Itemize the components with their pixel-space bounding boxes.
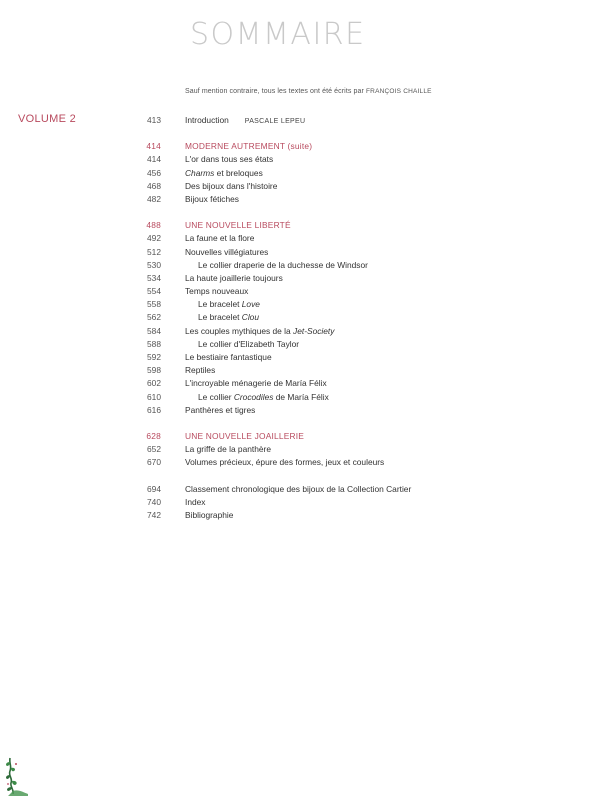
toc-subentry <box>0 338 600 351</box>
toc-entry <box>0 351 600 364</box>
entry-title: Reptiles <box>185 365 216 376</box>
section-title: MODERNE AUTREMENT (suite) <box>185 141 313 152</box>
page-number: 488 <box>146 220 161 231</box>
entry-title: La haute joaillerie toujours <box>185 272 283 283</box>
entry-title-pre: Le bracelet <box>198 312 242 323</box>
spacer <box>0 470 600 483</box>
page-title: SOMMAIRE <box>190 17 366 52</box>
page-number: 482 <box>147 193 161 204</box>
entry-title <box>185 114 305 128</box>
entry-author: PASCALE LEPEU <box>244 118 306 125</box>
entry-title-italic: Love <box>241 299 260 310</box>
toc-entry <box>0 496 600 509</box>
toc-entry <box>0 153 600 166</box>
toc-entry <box>0 246 600 259</box>
section-title: UNE NOUVELLE LIBERTÉ <box>185 220 291 231</box>
entry-title <box>185 167 263 180</box>
entry-title-italic: Clou <box>241 312 259 323</box>
page-number: 534 <box>147 272 161 283</box>
page-number: 530 <box>147 259 161 270</box>
page-number: 512 <box>147 246 161 257</box>
credit-author: FRANÇOIS CHAILLE <box>366 88 432 95</box>
section-heading <box>0 430 600 443</box>
entry-title: Le collier draperie de la duchesse de Windsor <box>198 259 368 270</box>
toc-entry <box>0 443 600 456</box>
page-number: 562 <box>147 312 161 323</box>
credit-prefix: Sauf mention contraire, tous les textes ont été écrits par <box>185 88 364 95</box>
page-number: 414 <box>146 141 161 152</box>
page-number: 413 <box>147 115 161 125</box>
page-number: 468 <box>147 180 161 191</box>
entry-title: L'or dans tous ses états <box>185 154 274 165</box>
table-of-contents <box>0 114 600 522</box>
spacer <box>0 417 600 430</box>
spacer <box>0 127 600 140</box>
page-number: 492 <box>147 233 161 244</box>
entry-title: La faune et la flore <box>185 233 255 244</box>
toc-entry <box>0 232 600 245</box>
entry-title <box>185 325 334 338</box>
page-number: 652 <box>147 444 161 455</box>
entry-title: Bibliographie <box>185 509 234 520</box>
toc-entry <box>0 272 600 285</box>
entry-title: La griffe de la panthère <box>185 444 271 455</box>
page-number: 610 <box>147 391 161 402</box>
toc-subentry <box>0 298 600 311</box>
toc-entry <box>0 456 600 469</box>
page-number: 554 <box>147 286 161 297</box>
entry-title: Temps nouveaux <box>185 286 249 297</box>
page-number: 742 <box>147 509 161 520</box>
entry-text: Introduction <box>185 115 229 125</box>
volume-label: VOLUME 2 <box>18 113 77 125</box>
entry-title <box>198 391 329 404</box>
page-number: 414 <box>147 154 161 165</box>
entry-title: Des bijoux dans l'histoire <box>185 180 278 191</box>
toc-entry <box>0 483 600 496</box>
entry-title: Le collier d'Elizabeth Taylor <box>198 338 300 349</box>
credit-line <box>185 88 432 95</box>
toc-subentry <box>0 391 600 404</box>
toc-entry <box>0 193 600 206</box>
toc-entry <box>0 404 600 417</box>
entry-title: Le bestiaire fantastique <box>185 352 272 362</box>
section-title: UNE NOUVELLE JOAILLERIE <box>185 430 305 441</box>
page-number: 584 <box>147 325 161 336</box>
entry-title: Bijoux fétiches <box>185 193 239 204</box>
entry-title: Volumes précieux, épure des formes, jeux et couleurs <box>185 457 385 468</box>
entry-title-italic: Charms <box>185 167 215 178</box>
entry-title: Classement chronologique des bijoux de la Collection Cartier <box>185 483 412 494</box>
entry-title: Nouvelles villégiatures <box>185 246 269 257</box>
section-heading <box>0 219 600 232</box>
page-number: 588 <box>147 338 161 349</box>
page-number: 558 <box>147 299 161 310</box>
page-number: 694 <box>147 483 161 494</box>
spacer <box>0 206 600 219</box>
page-number: 628 <box>146 430 161 441</box>
toc-entry <box>0 509 600 522</box>
page-number: 598 <box>147 365 161 376</box>
entry-title-italic: Crocodiles <box>233 391 274 402</box>
entry-title: Panthères et tigres <box>185 404 256 415</box>
entry-title-pre: Les couples mythiques de la <box>185 325 294 336</box>
entry-title-rest: de María Félix <box>273 391 329 402</box>
toc-entry <box>0 285 600 298</box>
page-number: 592 <box>147 352 161 362</box>
toc-subentry <box>0 259 600 272</box>
page-number: 616 <box>147 404 161 415</box>
green-vine-ornament-icon <box>4 756 32 796</box>
entry-title-pre: Le collier <box>198 391 234 402</box>
toc-entry <box>0 325 600 338</box>
section-heading <box>0 140 600 153</box>
entry-title: L'incroyable ménagerie de María Félix <box>185 378 327 389</box>
toc-entry <box>0 377 600 390</box>
toc-entry <box>0 180 600 193</box>
toc-entry <box>0 167 600 180</box>
page-number: 740 <box>147 496 161 507</box>
page-number: 670 <box>147 457 161 468</box>
entry-title-rest: et breloques <box>214 167 263 178</box>
entry-title-italic: Jet-Society <box>293 325 335 336</box>
entry-title: Index <box>185 496 206 507</box>
page-number: 602 <box>147 378 161 389</box>
toc-entry <box>0 364 600 377</box>
entry-title <box>198 298 260 311</box>
toc-subentry <box>0 311 600 324</box>
entry-title <box>198 311 259 324</box>
entry-title-pre: Le bracelet <box>198 299 242 310</box>
page-number: 456 <box>147 167 161 178</box>
toc-entry-introduction <box>0 114 600 127</box>
